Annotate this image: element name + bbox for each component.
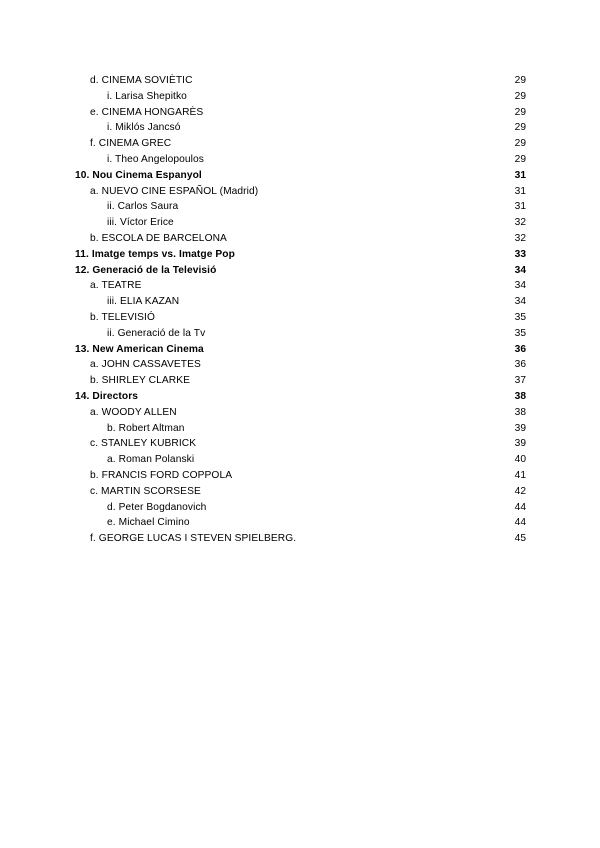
toc-entry-page-number: 32 [514,232,526,244]
toc-entry-page-number: 40 [514,454,526,466]
toc-section-entry[interactable] [70,468,526,484]
toc-section-entry[interactable] [70,120,526,136]
table-of-contents [70,73,526,547]
toc-entry-page-number: 37 [514,375,526,387]
toc-entry-label: 12. Generació de la Televisió [75,264,217,276]
toc-entry-label: 14. Directors [75,390,139,402]
toc-entry-page-number: 31 [514,185,526,197]
toc-entry-page-number: 35 [514,327,526,339]
toc-section-entry[interactable] [70,73,526,89]
toc-section-entry[interactable] [70,136,526,152]
toc-section-entry[interactable] [70,373,526,389]
toc-entry-label: b. Robert Altman [107,422,185,434]
toc-entry-page-number: 36 [514,359,526,371]
toc-entry-page-number: 29 [514,138,526,150]
toc-section-entry[interactable] [70,152,526,168]
toc-entry-label: iii. Víctor Erice [107,217,174,229]
toc-entry-label: a. WOODY ALLEN [90,406,177,418]
toc-chapter-entry[interactable] [70,168,526,184]
toc-entry-label: i. Larisa Shepitko [107,90,187,102]
toc-entry-label: a. NUEVO CINE ESPAÑOL (Madrid) [90,185,259,197]
toc-section-entry[interactable] [70,278,526,294]
toc-entry-page-number: 29 [514,122,526,134]
toc-section-entry[interactable] [70,184,526,200]
toc-entry-page-number: 44 [514,501,526,513]
toc-entry-label: f. GEORGE LUCAS I STEVEN SPIELBERG. [90,533,297,545]
toc-entry-page-number: 29 [514,75,526,86]
toc-section-entry[interactable] [70,294,526,310]
toc-entry-label: c. STANLEY KUBRICK [90,438,197,450]
toc-entry-label: e. CINEMA HONGARÈS [90,106,204,118]
toc-chapter-entry[interactable] [70,263,526,279]
toc-entry-page-number: 33 [514,248,526,260]
toc-chapter-entry[interactable] [70,247,526,263]
toc-entry-label: iii. ELIA KAZAN [107,296,180,308]
toc-entry-page-number: 36 [514,343,526,355]
toc-entry-page-number: 29 [514,106,526,118]
toc-entry-page-number: 35 [514,311,526,323]
toc-entry-page-number: 39 [514,438,526,450]
toc-entry-page-number: 34 [514,296,526,308]
toc-entry-label: ii. Generació de la Tv [107,327,206,339]
toc-entry-label: b. TELEVISIÓ [90,311,155,323]
toc-entry-label: b. FRANCIS FORD COPPOLA [90,469,233,481]
toc-entry-page-number: 44 [514,517,526,529]
toc-entry-label: a. TEATRE [90,280,142,292]
toc-entry-label: i. Theo Angelopoulos [107,153,204,165]
toc-entry-page-number: 29 [514,153,526,165]
toc-entry-label: 11. Imatge temps vs. Imatge Pop [75,248,235,260]
toc-entry-page-number: 45 [514,533,526,545]
toc-chapter-entry[interactable] [70,389,526,405]
toc-entry-label: b. ESCOLA DE BARCELONA [90,232,227,244]
toc-entry-page-number: 29 [514,90,526,102]
toc-chapter-entry[interactable] [70,342,526,358]
toc-entry-page-number: 41 [514,469,526,481]
toc-section-entry[interactable] [70,105,526,121]
toc-entry-page-number: 31 [514,201,526,213]
toc-section-entry[interactable] [70,500,526,516]
toc-entry-page-number: 42 [514,485,526,497]
toc-entry-page-number: 31 [514,169,526,181]
toc-section-entry[interactable] [70,515,526,531]
toc-entry-label: f. CINEMA GREC [90,138,172,150]
toc-entry-label: d. CINEMA SOVIÈTIC [90,75,193,86]
toc-section-entry[interactable] [70,452,526,468]
toc-entry-label: 10. Nou Cinema Espanyol [75,169,202,181]
toc-section-entry[interactable] [70,357,526,373]
toc-entry-label: ii. Carlos Saura [107,201,179,213]
toc-entry-label: d. Peter Bogdanovich [107,501,207,513]
toc-entry-page-number: 34 [514,264,526,276]
toc-entry-label: i. Miklós Jancsó [107,122,181,134]
toc-entry-page-number: 38 [514,390,526,402]
toc-entry-label: c. MARTIN SCORSESE [90,485,201,497]
toc-section-entry[interactable] [70,231,526,247]
toc-section-entry[interactable] [70,436,526,452]
toc-entry-label: a. JOHN CASSAVETES [90,359,201,371]
toc-entry-page-number: 34 [514,280,526,292]
toc-section-entry[interactable] [70,421,526,437]
toc-section-entry[interactable] [70,484,526,500]
toc-section-entry[interactable] [70,215,526,231]
toc-entry-label: b. SHIRLEY CLARKE [90,375,191,387]
toc-entry-label: 13. New American Cinema [75,343,204,355]
toc-entry-page-number: 38 [514,406,526,418]
toc-section-entry[interactable] [70,326,526,342]
toc-section-entry[interactable] [70,199,526,215]
toc-entry-page-number: 39 [514,422,526,434]
toc-section-entry[interactable] [70,310,526,326]
toc-entry-label: e. Michael Cimino [107,517,190,529]
toc-section-entry[interactable] [70,89,526,105]
toc-entry-page-number: 32 [514,217,526,229]
toc-entry-label: a. Roman Polanski [107,454,195,466]
toc-section-entry[interactable] [70,405,526,421]
toc-section-entry[interactable] [70,531,526,547]
